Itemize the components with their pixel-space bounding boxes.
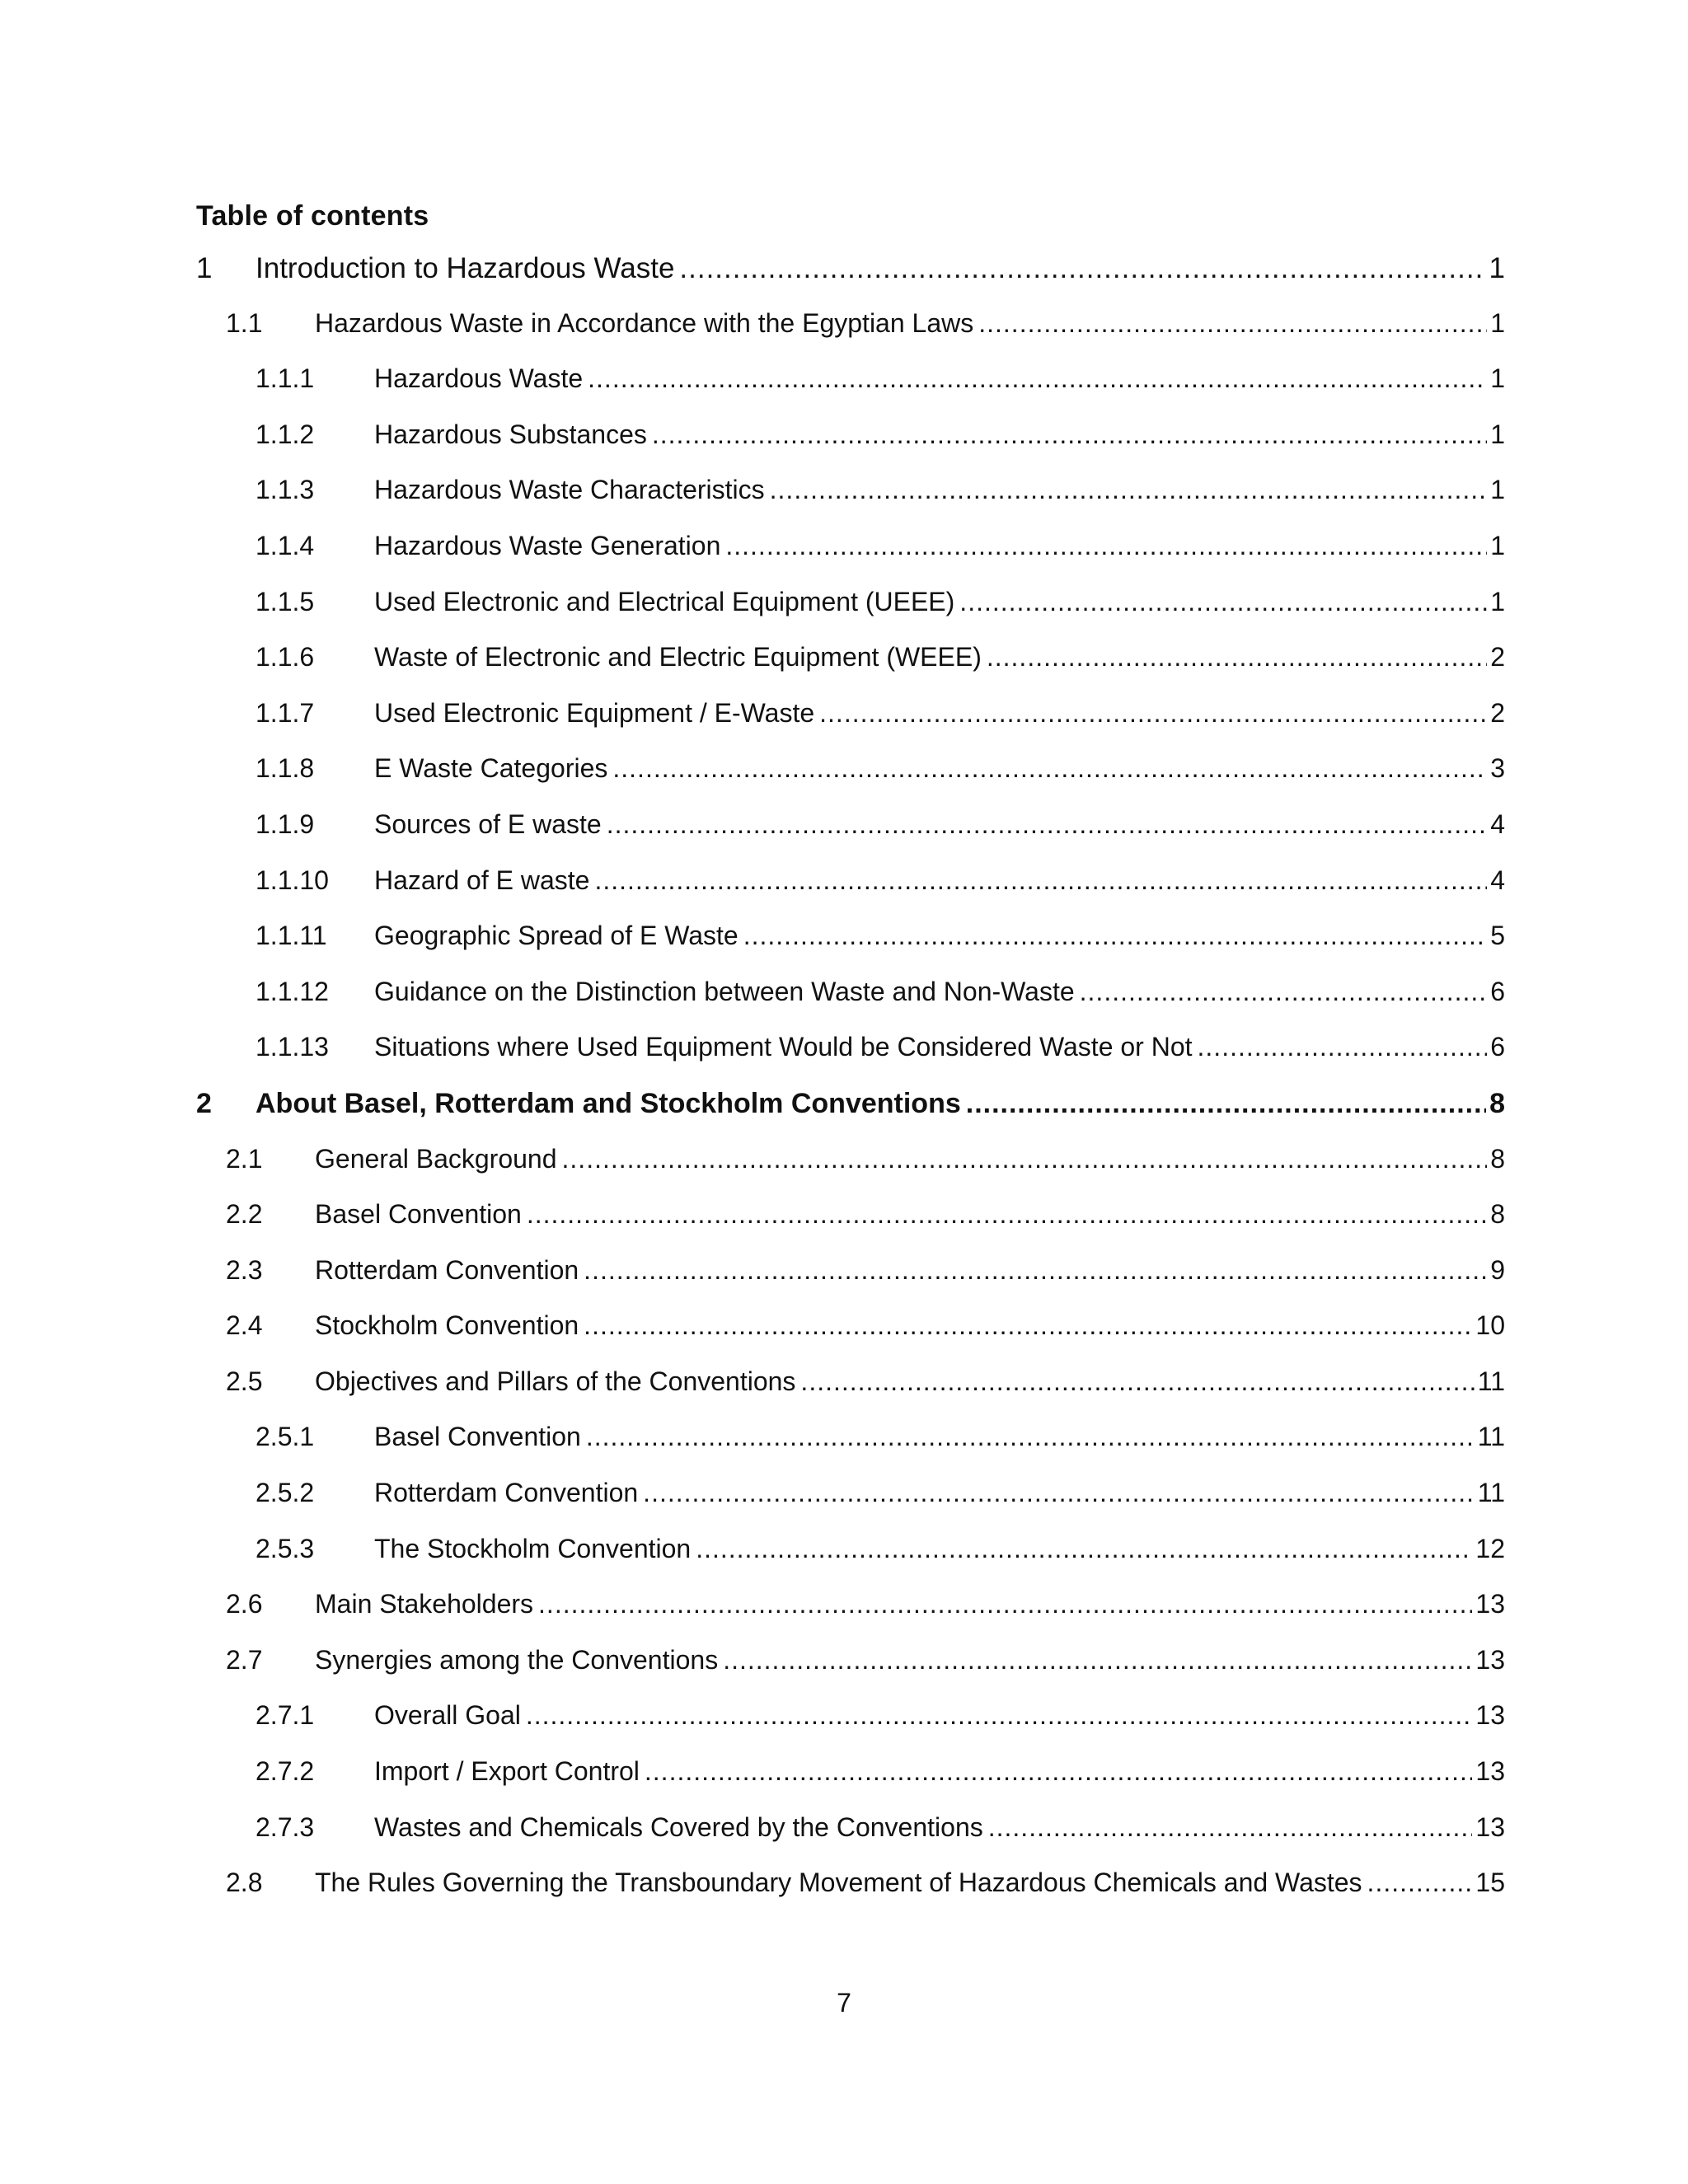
toc-entry-label[interactable]: Hazardous Waste Generation — [374, 530, 721, 560]
toc-entry-page[interactable]: 2 — [1490, 642, 1505, 673]
toc-entry-page[interactable]: 1 — [1490, 586, 1505, 616]
toc-entry[interactable] — [196, 1478, 1505, 1534]
toc-entry-label[interactable]: Geographic Spread of E Waste — [374, 921, 738, 951]
toc-entry-label[interactable]: Situations where Used Equipment Would be Considered Waste or Not — [374, 1032, 1193, 1062]
toc-entry-page[interactable]: 8 — [1490, 1199, 1505, 1230]
toc-entry-label[interactable]: Rotterdam Convention — [374, 1478, 639, 1508]
dot-leader — [723, 1645, 1472, 1675]
toc-entry-number: 2.7.1 — [256, 1700, 315, 1731]
toc-entry-page[interactable]: 11 — [1477, 1478, 1505, 1508]
toc-entry-label[interactable]: Basel Convention — [315, 1199, 522, 1230]
toc-entry-label[interactable]: Wastes and Chemicals Covered by the Conventions — [374, 1811, 983, 1842]
toc-entry-number: 2.4 — [226, 1310, 263, 1341]
toc-entry-label[interactable]: The Rules Governing the Transboundary Movement of Hazardous Chemicals and Wastes — [315, 1868, 1362, 1898]
dot-leader — [527, 1199, 1487, 1230]
toc-entry-page[interactable]: 3 — [1490, 753, 1505, 784]
toc-entry-page[interactable]: 8 — [1490, 1143, 1505, 1174]
toc-entry-number: 1.1.3 — [256, 475, 315, 505]
toc-entry[interactable] — [196, 865, 1505, 921]
toc-entry[interactable] — [196, 1700, 1505, 1756]
toc-entry[interactable] — [196, 475, 1505, 531]
toc-entry-page[interactable]: 15 — [1475, 1868, 1505, 1898]
dot-leader — [584, 1310, 1472, 1341]
toc-entry[interactable] — [196, 1868, 1505, 1924]
dot-leader — [594, 865, 1487, 896]
dot-leader — [987, 642, 1487, 673]
dot-leader — [538, 1589, 1472, 1619]
dot-leader — [770, 475, 1488, 505]
toc-entry-page[interactable]: 4 — [1490, 808, 1505, 839]
dot-leader — [1367, 1868, 1473, 1898]
dot-leader — [819, 698, 1487, 729]
toc-entry-number: 1.1.4 — [256, 530, 315, 560]
toc-entry-label[interactable]: Main Stakeholders — [315, 1589, 534, 1619]
dot-leader — [586, 1422, 1475, 1452]
toc-entry-number: 2 — [196, 1087, 212, 1119]
toc-entry[interactable] — [196, 1144, 1505, 1200]
toc-entry-number: 1.1.6 — [256, 642, 315, 673]
toc-entry-label[interactable]: Sources of E waste — [374, 808, 602, 839]
toc-entry-number: 2.5 — [226, 1366, 263, 1396]
toc-entry-page[interactable]: 13 — [1475, 1644, 1505, 1675]
toc-entry-label[interactable]: General Background — [315, 1143, 557, 1174]
toc-entry-label[interactable]: Import / Export Control — [374, 1756, 640, 1787]
dot-leader — [725, 531, 1487, 561]
dot-leader — [652, 419, 1487, 450]
toc-entry-number: 2.7 — [226, 1644, 263, 1675]
toc-entry-label[interactable]: Basel Convention — [374, 1422, 581, 1452]
toc-entry[interactable] — [196, 1589, 1505, 1645]
toc-entry-page[interactable]: 6 — [1490, 976, 1505, 1006]
toc-entry-page[interactable]: 6 — [1490, 1032, 1505, 1062]
dot-leader — [988, 1812, 1473, 1843]
toc-entry-label[interactable]: Overall Goal — [374, 1700, 521, 1731]
dot-leader — [978, 308, 1487, 339]
toc-entry-label[interactable]: Stockholm Convention — [315, 1310, 579, 1341]
toc-entry-label[interactable]: About Basel, Rotterdam and Stockholm Conventions — [256, 1087, 961, 1119]
toc-entry-page[interactable]: 13 — [1475, 1700, 1505, 1731]
toc-entry-number: 1.1.11 — [256, 921, 327, 951]
toc-entry-label[interactable]: Hazardous Waste Characteristics — [374, 475, 765, 505]
toc-entry-label[interactable]: Used Electronic Equipment / E-Waste — [374, 697, 815, 728]
toc-entry-number: 2.6 — [226, 1589, 263, 1619]
toc-entry[interactable] — [196, 587, 1505, 643]
toc-entry-label[interactable]: Introduction to Hazardous Waste — [256, 252, 675, 284]
toc-entry[interactable] — [196, 1645, 1505, 1701]
toc-entry-number: 1.1 — [226, 307, 263, 338]
toc-entry[interactable] — [196, 977, 1505, 1033]
toc-entry-number: 1.1.2 — [256, 419, 315, 449]
toc-entry[interactable] — [196, 921, 1505, 977]
dot-leader — [959, 587, 1487, 617]
dot-leader — [645, 1756, 1473, 1787]
toc-entry-number: 2.3 — [226, 1254, 263, 1285]
page-number: 7 — [837, 1988, 851, 2018]
toc-entry-number: 2.7.3 — [256, 1811, 315, 1842]
document-page — [196, 198, 1505, 1924]
toc-entry-label[interactable]: Hazardous Substances — [374, 419, 647, 449]
dot-leader — [584, 1255, 1487, 1286]
dot-leader — [643, 1478, 1475, 1508]
toc-entry-page[interactable]: 1 — [1490, 475, 1505, 505]
toc-entry[interactable] — [196, 1032, 1505, 1088]
toc-entry-label[interactable]: The Stockholm Convention — [374, 1533, 692, 1563]
toc-entry-page[interactable]: 13 — [1475, 1756, 1505, 1787]
toc-entry-number: 2.7.2 — [256, 1756, 315, 1787]
toc-entry[interactable] — [196, 531, 1505, 587]
toc-entry[interactable] — [196, 308, 1505, 364]
toc-entry-label[interactable]: Used Electronic and Electrical Equipment (UEEE) — [374, 586, 955, 616]
toc-entry[interactable] — [196, 1422, 1505, 1478]
toc-entry-page[interactable]: 2 — [1490, 697, 1505, 728]
toc-entry-page[interactable]: 12 — [1475, 1533, 1505, 1563]
toc-entry[interactable] — [196, 1199, 1505, 1255]
dot-leader — [679, 252, 1485, 285]
toc-entry-label[interactable]: Hazardous Waste — [374, 363, 584, 394]
toc-entry-page[interactable]: 8 — [1489, 1087, 1505, 1119]
toc-entry-label[interactable]: Synergies among the Conventions — [315, 1644, 719, 1675]
toc-entry-number: 1.1.8 — [256, 753, 315, 784]
toc-entry-page[interactable]: 1 — [1490, 307, 1505, 338]
toc-entry[interactable] — [196, 1255, 1505, 1311]
toc-entry-page[interactable]: 11 — [1477, 1366, 1505, 1396]
toc-entry[interactable] — [196, 698, 1505, 754]
toc-entry-label[interactable]: Rotterdam Convention — [315, 1254, 579, 1285]
toc-entry-number: 2.5.3 — [256, 1533, 315, 1563]
toc-entry-page[interactable]: 4 — [1490, 865, 1505, 895]
toc-entry-number: 2.5.2 — [256, 1478, 315, 1508]
toc-entry[interactable] — [196, 642, 1505, 698]
toc-entry-number: 1.1.9 — [256, 808, 315, 839]
toc-entry-number: 1.1.12 — [256, 976, 329, 1006]
toc-entry-number: 2.8 — [226, 1868, 263, 1898]
dot-leader — [607, 809, 1488, 840]
dot-leader — [526, 1700, 1473, 1731]
dot-leader — [696, 1534, 1472, 1564]
toc-entry-page[interactable]: 1 — [1489, 252, 1505, 284]
dot-leader — [966, 1088, 1486, 1120]
toc-entry-page[interactable]: 1 — [1490, 363, 1505, 394]
toc-entry-label[interactable]: Hazardous Waste in Accordance with the Egyptian Laws — [315, 307, 974, 338]
toc-entry-page[interactable]: 1 — [1490, 419, 1505, 449]
toc-list — [196, 252, 1505, 1924]
toc-entry-page[interactable]: 11 — [1477, 1422, 1505, 1452]
dot-leader — [800, 1366, 1474, 1397]
toc-entry-page[interactable]: 13 — [1475, 1811, 1505, 1842]
toc-entry-page[interactable]: 10 — [1475, 1310, 1505, 1341]
toc-entry[interactable] — [196, 809, 1505, 865]
toc-entry[interactable] — [196, 1088, 1505, 1144]
dot-leader — [588, 363, 1487, 394]
toc-entry-number: 1.1.10 — [256, 865, 329, 895]
toc-entry[interactable] — [196, 1812, 1505, 1868]
dot-leader — [1198, 1032, 1488, 1062]
toc-entry[interactable] — [196, 1756, 1505, 1812]
toc-entry-number: 2.1 — [226, 1143, 263, 1174]
toc-entry-page[interactable]: 5 — [1490, 921, 1505, 951]
dot-leader — [743, 921, 1487, 951]
toc-entry-page[interactable]: 1 — [1490, 530, 1505, 560]
toc-entry-number: 1.1.1 — [256, 363, 315, 394]
toc-entry[interactable] — [196, 252, 1505, 308]
toc-entry-number: 1.1.5 — [256, 586, 315, 616]
toc-entry[interactable] — [196, 1366, 1505, 1422]
dot-leader — [562, 1144, 1488, 1174]
toc-entry[interactable] — [196, 753, 1505, 809]
toc-entry-number: 2.5.1 — [256, 1422, 315, 1452]
toc-entry-page[interactable]: 13 — [1475, 1589, 1505, 1619]
toc-entry-label[interactable]: E Waste Categories — [374, 753, 608, 784]
toc-entry-label[interactable]: Waste of Electronic and Electric Equipment (WEEE) — [374, 642, 982, 673]
toc-entry[interactable] — [196, 419, 1505, 476]
toc-entry-page[interactable]: 9 — [1490, 1254, 1505, 1285]
toc-entry-number: 1.1.13 — [256, 1032, 329, 1062]
toc-entry-number: 1 — [196, 252, 213, 284]
dot-leader — [612, 753, 1487, 784]
toc-entry-label[interactable]: Hazard of E waste — [374, 865, 590, 895]
dot-leader — [1080, 977, 1488, 1007]
toc-entry-label[interactable]: Objectives and Pillars of the Conventions — [315, 1366, 796, 1396]
toc-entry-number: 2.2 — [226, 1199, 263, 1230]
toc-entry[interactable] — [196, 1310, 1505, 1366]
toc-entry[interactable] — [196, 1534, 1505, 1590]
toc-title: Table of contents — [196, 200, 429, 232]
toc-entry[interactable] — [196, 363, 1505, 419]
toc-entry-number: 1.1.7 — [256, 697, 315, 728]
toc-entry-label[interactable]: Guidance on the Distinction between Waste and Non-Waste — [374, 976, 1075, 1006]
